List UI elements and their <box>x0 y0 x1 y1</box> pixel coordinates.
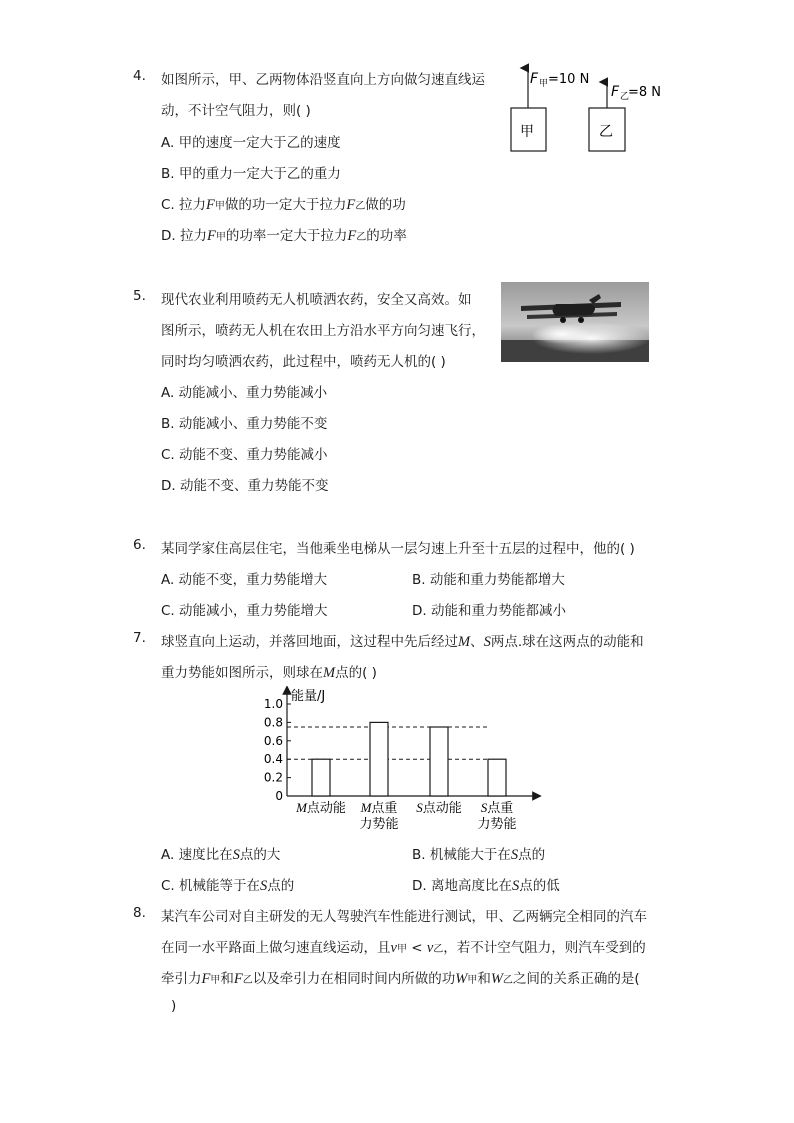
y-tick-label: 1.0 <box>263 697 283 711</box>
y-tick-label: 0 <box>275 789 283 803</box>
option-d[interactable]: D. 离地高度比在S点的低 <box>412 878 560 894</box>
question-number: 8. <box>133 905 146 921</box>
x-tick-label-line2: 力势能 <box>477 817 517 832</box>
option-b[interactable]: B. 机械能大于在S点的 <box>412 847 546 863</box>
question-stem: 图所示，喷药无人机在农田上方沿水平方向匀速飞行， <box>161 323 485 339</box>
option-a[interactable]: A. 动能不变，重力势能增大 <box>161 572 328 588</box>
question-number: 5. <box>133 288 146 304</box>
option-d[interactable]: D. 动能不变、重力势能不变 <box>161 478 329 494</box>
box-label-jia: 甲 <box>520 124 534 140</box>
bar <box>370 722 388 796</box>
bar <box>312 759 330 796</box>
y-tick-label: 0.2 <box>263 770 283 785</box>
bar <box>488 759 506 796</box>
question-stem: ) <box>171 998 177 1014</box>
y-tick-label: 0.8 <box>263 715 283 730</box>
x-tick-label: M点动能 <box>296 800 346 816</box>
force-sub-yi: 乙 <box>620 92 630 102</box>
force-sub-jia: 甲 <box>539 79 549 89</box>
option-d[interactable]: D. 动能和重力势能都减小 <box>412 603 566 619</box>
question-stem: 球竖直向上运动，并落回地面，这过程中先后经过M、S两点.球在这两点的动能和 <box>161 634 644 650</box>
question-stem: 某汽车公司对自主研发的无人驾驶汽车性能进行测试，甲、乙两辆完全相同的汽车 <box>161 909 647 925</box>
question-stem: 同时均匀喷洒农药，此过程中，喷药无人机的( ) <box>161 354 446 370</box>
option-c[interactable]: C. 动能减小，重力势能增大 <box>161 603 328 619</box>
question-number: 7. <box>133 630 146 646</box>
force-symbol-jia: F <box>530 71 539 87</box>
force-value-yi: =8 N <box>628 85 662 100</box>
question-number: 6. <box>133 537 146 553</box>
force-diagram <box>500 60 680 160</box>
y-axis-label: 能量/J <box>291 689 326 704</box>
option-a[interactable]: A. 甲的速度一定大于乙的速度 <box>161 135 341 151</box>
x-tick-label: M点重 <box>360 800 398 816</box>
box-label-yi: 乙 <box>599 124 613 140</box>
question-stem: 在同一水平路面上做匀速直线运动，且v甲 < v乙，若不计空气阻力，则汽车受到的 <box>161 940 646 956</box>
question-stem: 某同学家住高层住宅，当他乘坐电梯从一层匀速上升至十五层的过程中，他的( ) <box>161 541 635 557</box>
energy-bar-chart <box>255 686 545 832</box>
option-a[interactable]: A. 速度比在S点的大 <box>161 847 281 863</box>
option-d[interactable]: D. 拉力F甲的功率一定大于拉力F乙的功率 <box>161 228 407 244</box>
question-stem: 牵引力F甲和F乙以及牵引力在相同时间内所做的功W甲和W乙之间的关系正确的是( <box>161 971 640 987</box>
question-stem: 现代农业利用喷药无人机喷洒农药，安全又高效。如 <box>161 292 472 308</box>
option-a[interactable]: A. 动能减小、重力势能减小 <box>161 385 328 401</box>
crop-duster-photo <box>501 282 649 362</box>
x-tick-label: S点动能 <box>416 800 462 816</box>
x-tick-label-line2: 力势能 <box>359 817 399 832</box>
y-tick-label: 0.4 <box>263 752 283 767</box>
question-stem: 动，不计空气阻力，则( ) <box>161 103 311 119</box>
option-c[interactable]: C. 拉力F甲做的功一定大于拉力F乙做的功 <box>161 197 406 213</box>
option-c[interactable]: C. 动能不变、重力势能减小 <box>161 447 328 463</box>
force-value-jia: =10 N <box>548 72 590 87</box>
bar <box>430 727 448 796</box>
y-tick-label: 0.6 <box>263 733 283 748</box>
question-stem: 如图所示，甲、乙两物体沿竖直向上方向做匀速直线运 <box>161 72 485 88</box>
option-b[interactable]: B. 甲的重力一定大于乙的重力 <box>161 166 341 182</box>
option-c[interactable]: C. 机械能等于在S点的 <box>161 878 295 894</box>
x-tick-label: S点重 <box>480 800 514 816</box>
option-b[interactable]: B. 动能减小、重力势能不变 <box>161 416 328 432</box>
option-b[interactable]: B. 动能和重力势能都增大 <box>412 572 565 588</box>
question-stem: 重力势能如图所示，则球在M点的( ) <box>161 665 377 681</box>
question-number: 4. <box>133 68 146 84</box>
force-symbol-yi: F <box>611 84 620 100</box>
